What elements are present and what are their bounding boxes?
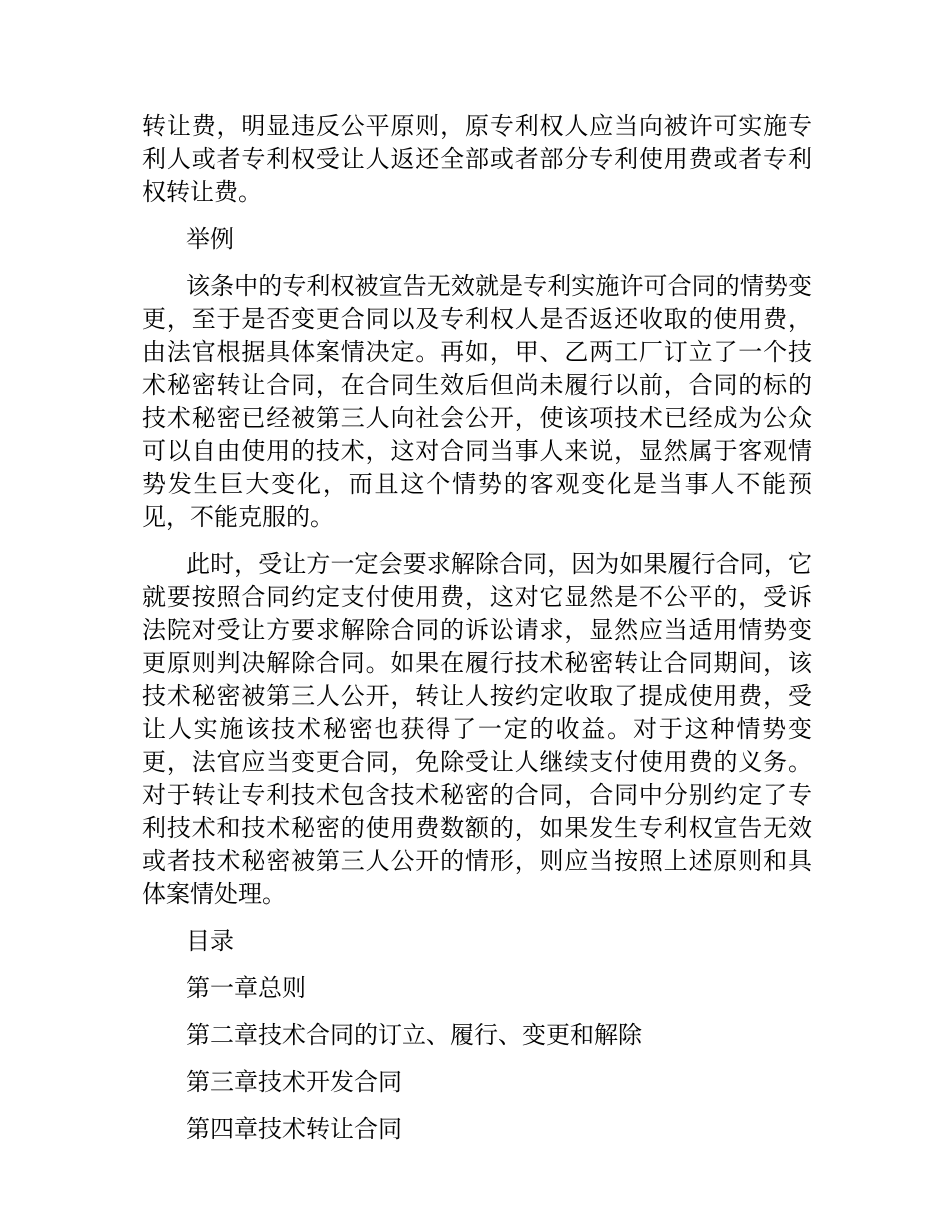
paragraph-analysis: 此时，受让方一定会要求解除合同，因为如果履行合同，它就要按照合同约定支付使用费，这对它显然是不公平的，受诉法院对受让方要求解除合同的诉讼请求，显然应当适用情势变更原则判决解除合同。如果在履行技术秘密转让合同期间，该技术秘密被第三人公开，转让人按约定收取了提成使用费，受让人实施该技术秘密也获得了一定的收益。对于这种情势变更，法官应当变更合同，免除受让人继续支付使用费的义务。对于转让专利技术包含技术秘密的合同，合同中分别约定了专利技术和技术秘密的使用费数额的，如果发生专利权宣告无效或者技术秘密被第三人公开的情形，则应当按照上述原则和具体案情处理。 <box>142 550 812 908</box>
toc-item-2: 第二章技术合同的订立、履行、变更和解除 <box>186 1021 642 1049</box>
paragraph-example: 该条中的专利权被宣告无效就是专利实施许可合同的情势变更，至于是否变更合同以及专利权人是否返还收取的使用费，由法官根据具体案情决定。再如，甲、乙两工厂订立了一个技术秘密转让合同，在合同生效后但尚未履行以前，合同的标的技术秘密已经被第三人向社会公开，使该项技术已经成为公众可以自由使用的技术，这对合同当事人来说，显然属于客观情势发生巨大变化，而且这个情势的客观变化是当事人不能预见，不能克服的。 <box>142 272 812 531</box>
toc-item-1: 第一章总则 <box>186 974 306 1002</box>
toc-title: 目录 <box>186 927 234 955</box>
toc-item-3: 第三章技术开发合同 <box>186 1068 402 1096</box>
toc-item-4: 第四章技术转让合同 <box>186 1115 402 1143</box>
example-heading: 举例 <box>186 225 234 253</box>
paragraph-continuation: 转让费，明显违反公平原则，原专利权人应当向被许可实施专利人或者专利权受让人返还全部或者部分专利使用费或者专利权转让费。 <box>142 112 812 206</box>
document-page <box>142 110 812 1160</box>
